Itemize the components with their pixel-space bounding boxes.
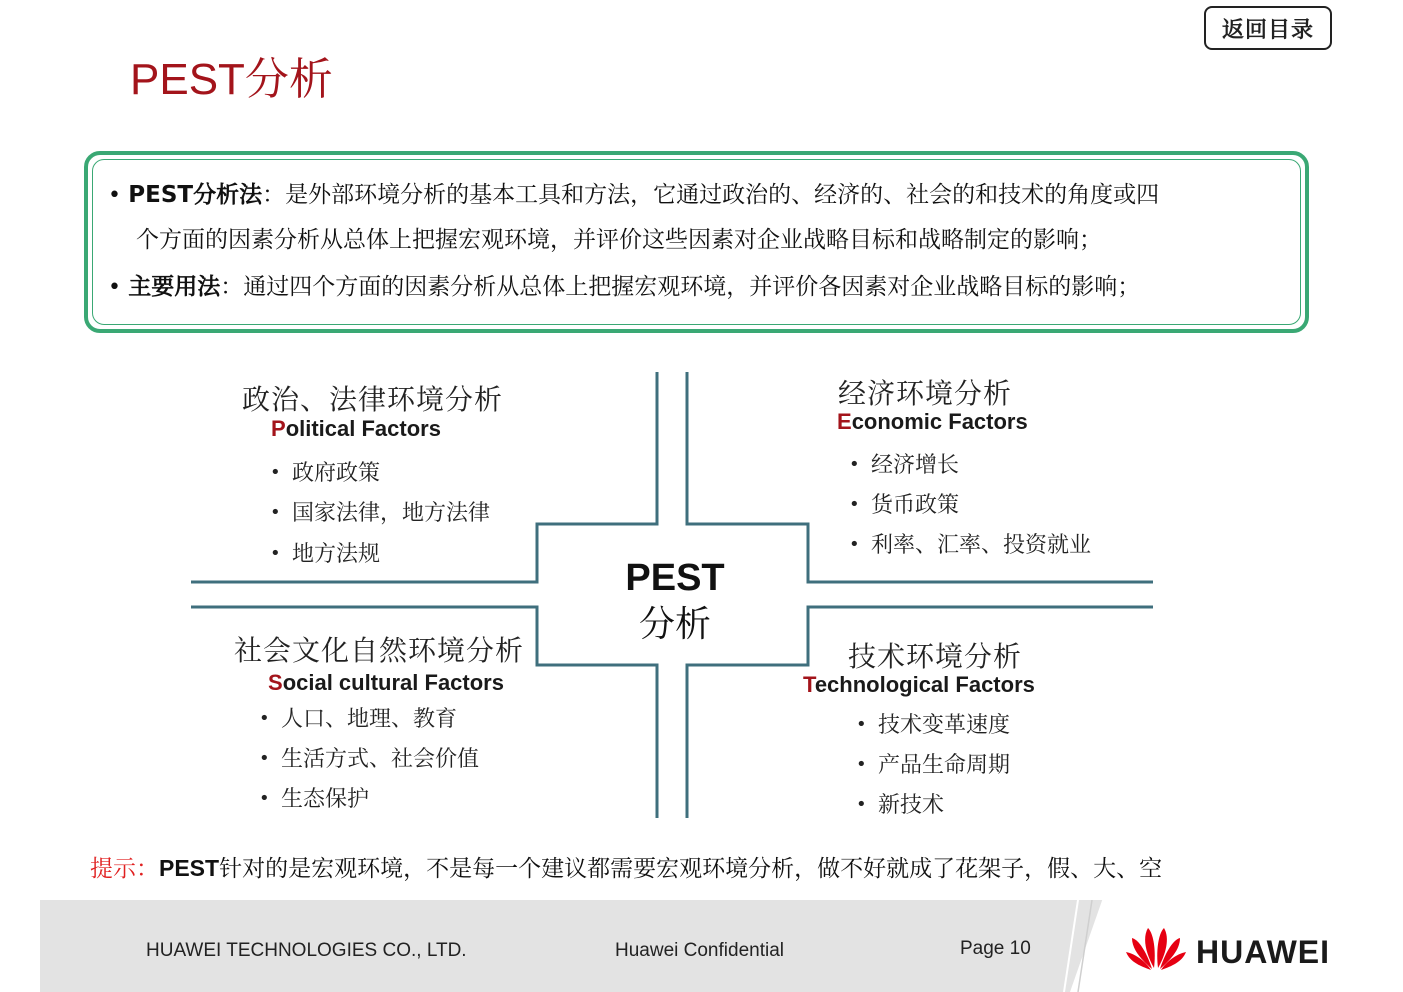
definition-term: PEST分析法 [128, 182, 263, 208]
social-item-text: 生活方式、社会价值 [281, 747, 480, 772]
bullet-icon: • [259, 788, 270, 809]
economic-item [849, 488, 959, 519]
social-item [259, 782, 369, 813]
tip-text: 针对的是宏观环境，不是每一个建议都需要宏观环境分析，做不好就成了花架子，假、大、空 [219, 856, 1163, 882]
technological-item-text: 产品生命周期 [878, 753, 1011, 778]
tip-line [90, 852, 1162, 885]
usage-text: ：通过四个方面的因素分析从总体上把握宏观环境，并评价各因素对企业战略目标的影响； [220, 274, 1141, 300]
bullet-icon: • [108, 183, 121, 208]
social-title: 社会文化自然环境分析 [234, 634, 525, 667]
bullet-icon: • [270, 543, 281, 564]
pest-center-label [600, 556, 750, 650]
huawei-flower-logo-icon [1124, 924, 1188, 972]
economic-item [849, 448, 959, 479]
bullet-icon: • [849, 494, 860, 515]
political-title: 政治、法律环境分析 [242, 383, 504, 416]
definition-text-continued: 个方面的因素分析从总体上把握宏观环境，并评价这些因素对企业战略目标和战略制定的影响； [136, 227, 1102, 253]
tip-label: 提示： [90, 856, 159, 882]
bullet-icon: • [849, 534, 860, 555]
economic-item [849, 528, 1091, 559]
bullet-icon: • [108, 275, 121, 300]
bullet-icon: • [849, 454, 860, 475]
footer-confidential: Huawei Confidential [615, 940, 784, 961]
bullet-icon: • [259, 708, 270, 729]
definition-text: ：是外部环境分析的基本工具和方法，它通过政治的、经济的、社会的和技术的角度或四 [262, 182, 1160, 208]
technological-item [856, 788, 944, 819]
technological-subtitle [803, 672, 1035, 698]
social-item-text: 人口、地理、教育 [281, 707, 458, 732]
social-item [259, 742, 479, 773]
bullet-icon: • [270, 502, 281, 523]
political-item-text: 政府政策 [292, 461, 381, 486]
page-title: PEST分析 [130, 55, 333, 104]
social-subtitle [268, 670, 504, 696]
bullet-icon: • [259, 748, 270, 769]
bullet-icon: • [856, 714, 867, 735]
economic-item-text: 货币政策 [871, 493, 960, 518]
technological-title: 技术环境分析 [848, 640, 1023, 673]
political-item [270, 496, 490, 527]
political-item [270, 537, 380, 568]
political-item [270, 456, 380, 487]
technological-subtitle-rest: echnological Factors [814, 672, 1035, 697]
footer-company: HUAWEI TECHNOLOGIES CO., LTD. [146, 940, 467, 961]
political-subtitle [271, 416, 441, 442]
usage-term: 主要用法 [128, 274, 221, 300]
political-initial: P [271, 416, 286, 441]
social-item [259, 702, 457, 733]
social-item-text: 生态保护 [281, 787, 370, 812]
bullet-icon: • [856, 794, 867, 815]
technological-item [856, 708, 1010, 739]
footer-page-number: Page 10 [960, 938, 1031, 959]
political-subtitle-rest: olitical Factors [285, 416, 441, 441]
back-button-label: 返回目录 [1221, 17, 1314, 43]
technological-item-text: 技术变革速度 [878, 713, 1011, 738]
economic-item-text: 利率、汇率、投资就业 [871, 533, 1092, 558]
technological-item [856, 748, 1010, 779]
center-label-line1: PEST [625, 557, 725, 599]
technological-item-text: 新技术 [878, 793, 945, 818]
social-subtitle-rest: ocial cultural Factors [282, 670, 504, 695]
technological-initial: T [803, 672, 815, 697]
economic-item-text: 经济增长 [871, 453, 960, 478]
huawei-logo-text: HUAWEI [1196, 934, 1330, 970]
economic-title: 经济环境分析 [838, 377, 1013, 410]
economic-subtitle-rest: conomic Factors [851, 409, 1028, 434]
economic-subtitle [837, 409, 1028, 435]
economic-initial: E [837, 409, 852, 434]
center-label-line2: 分析 [638, 604, 711, 645]
tip-bold: PEST [159, 855, 220, 881]
political-item-text: 地方法规 [292, 542, 381, 567]
social-initial: S [268, 670, 283, 695]
bullet-icon: • [270, 462, 281, 483]
bullet-icon: • [856, 754, 867, 775]
political-item-text: 国家法律，地方法律 [292, 501, 491, 526]
footer-divider-stripes [1062, 900, 1102, 992]
